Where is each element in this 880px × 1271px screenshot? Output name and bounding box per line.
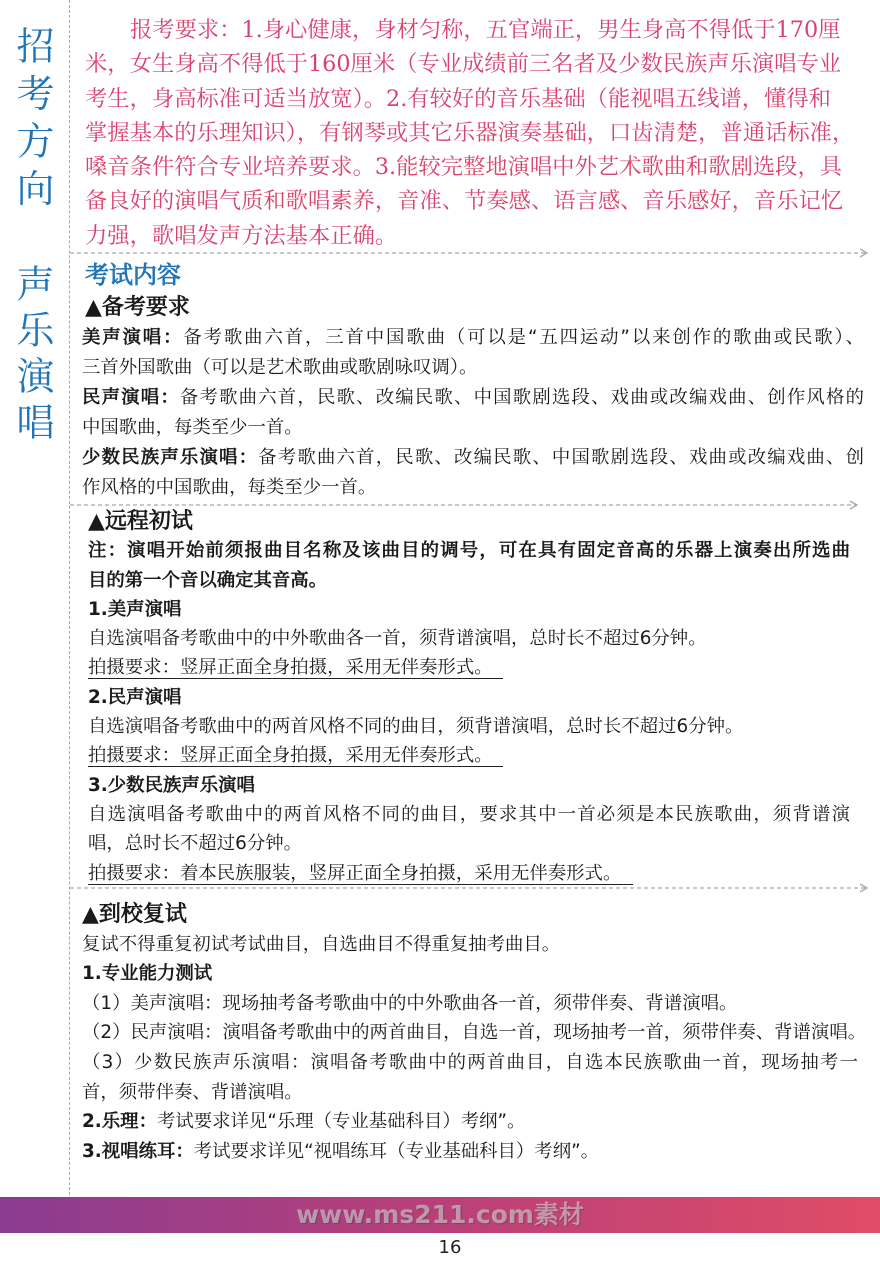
section-divider-arrow xyxy=(70,883,870,893)
note-line: 注：演唱开始前须报曲目名称及该曲目的调号，可在具有固定音高的乐器上演奏出所选曲 xyxy=(88,540,850,562)
theory-label: 2.乐理： xyxy=(82,1111,157,1133)
theory-text: 考试要求详见“乐理（专业基础科目）考纲”。 xyxy=(156,1111,526,1133)
application-requirements xyxy=(85,13,873,253)
theory-requirement xyxy=(82,1107,858,1137)
side-title-recruitment-direction: 招考方向 xyxy=(10,26,54,216)
prep-item-line: 中国歌曲，每类至少一首。 xyxy=(82,417,303,438)
item-text: 自选演唱备考歌曲中的两首风格不同的曲目，要求其中一首必须是本民族歌曲，须背谱演 xyxy=(88,803,850,825)
filming-requirement xyxy=(88,653,850,682)
item-title: 2.民声演唱 xyxy=(88,686,182,708)
filming-requirement xyxy=(88,741,850,770)
filming-requirement-text: 拍摄要求：竖屏正面全身拍摄，采用无伴奏形式。 xyxy=(88,745,503,767)
ability-item: （2）民声演唱：演唱备考歌曲中的两首曲目，自选一首，现场抽考一首，须带伴奏、背谱演唱。 xyxy=(82,1022,867,1044)
requirements-line: 备良好的演唱气质和歌唱素养，音准、节奏感、语言感、音乐感好，音乐记忆 xyxy=(85,188,844,215)
prep-item-line xyxy=(82,323,864,353)
requirements-line: 力强，歌唱发声方法基本正确。 xyxy=(85,222,398,249)
prep-item-label: 美声演唱： xyxy=(82,327,184,348)
ability-item: （1）美声演唱：现场抽考备考歌曲中的中外歌曲各一首，须带伴奏、背谱演唱。 xyxy=(82,992,738,1014)
section-divider-arrow xyxy=(70,248,870,258)
page-number: 16 xyxy=(438,1237,462,1258)
prep-item-text: 备考歌曲六首，三首中国歌曲（可以是“五四运动”以来创作的歌曲或民歌）、 xyxy=(183,327,864,348)
prep-item-text: 备考歌曲六首，民歌、改编民歌、中国歌剧选段、戏曲或改编戏曲、创 xyxy=(258,447,864,468)
requirements-line: 嗓音条件符合专业培养要求。3.能较完整地演唱中外艺术歌曲和歌剧选段，具 xyxy=(85,154,843,181)
prep-item-label: 民声演唱： xyxy=(82,387,180,408)
requirements-line: 考生，身高标准可适当放宽）。2.有较好的音乐基础（能视唱五线谱，懂得和 xyxy=(85,85,831,112)
prep-item-line xyxy=(82,443,864,473)
prep-item-label: 少数民族声乐演唱： xyxy=(82,447,259,468)
prep-item-text: 备考歌曲六首，民歌、改编民歌、中国歌剧选段、戏曲或改编戏曲、创作风格的 xyxy=(179,387,864,408)
section-heading: ▲远程初试 xyxy=(88,509,193,534)
item-title: 1.专业能力测试 xyxy=(82,963,213,985)
item-title: 3.少数民族声乐演唱 xyxy=(88,774,255,796)
watermark: www.ms211.com素材 xyxy=(296,1200,584,1229)
section-heading: ▲备考要求 xyxy=(85,295,190,320)
note-line: 目的第一个音以确定其音高。 xyxy=(88,569,328,591)
requirements-line: 掌握基本的乐理知识），有钢琴或其它乐器演奏基础，口齿清楚，普通话标准， xyxy=(85,119,855,146)
prep-item-line: 作风格的中国歌曲，每类至少一首。 xyxy=(82,477,377,498)
preparation-requirements xyxy=(82,293,864,503)
requirements-line: 米，女生身高不得低于160厘米（专业成绩前三名者及少数民族声乐演唱专业 xyxy=(85,51,842,78)
solfege-text: 考试要求详见“视唱练耳（专业基础科目）考纲”。 xyxy=(193,1140,600,1162)
retest-intro: 复试不得重复初试考试曲目，自选曲目不得重复抽考曲目。 xyxy=(82,933,561,955)
filming-requirement-text: 拍摄要求：竖屏正面全身拍摄，采用无伴奏形式。 xyxy=(88,657,503,679)
side-title-major: 声乐演唱 xyxy=(10,264,54,448)
prep-item-line: 三首外国歌曲（可以是艺术歌曲或歌剧咏叹调）。 xyxy=(82,357,478,378)
solfege-requirement xyxy=(82,1137,858,1167)
ability-item: 首，须带伴奏、背谱演唱。 xyxy=(82,1081,303,1103)
on-campus-retest xyxy=(82,900,867,1166)
item-text: 自选演唱备考歌曲中的中外歌曲各一首，须背谱演唱，总时长不超过6分钟。 xyxy=(88,628,707,650)
section-heading: ▲到校复试 xyxy=(82,902,187,927)
item-title: 1.美声演唱 xyxy=(88,598,182,620)
vertical-dashed-divider xyxy=(69,0,70,1205)
ability-item: （3）少数民族声乐演唱：演唱备考歌曲中的两首曲目，自选本民族歌曲一首，现场抽考一 xyxy=(82,1051,858,1073)
item-text: 自选演唱备考歌曲中的两首风格不同的曲目，须背谱演唱，总时长不超过6分钟。 xyxy=(88,716,744,738)
solfege-label: 3.视唱练耳： xyxy=(82,1140,194,1162)
remote-preliminary xyxy=(88,507,850,888)
filming-requirement-text: 拍摄要求：着本民族服装，竖屏正面全身拍摄，采用无伴奏形式。 xyxy=(88,863,633,885)
prep-item-line xyxy=(82,383,864,413)
requirements-line: 报考要求：1.身心健康，身材匀称，五官端正，男生身高不得低于170厘 xyxy=(130,17,841,43)
exam-content-title: 考试内容 xyxy=(85,261,181,289)
item-text: 唱，总时长不超过6分钟。 xyxy=(88,833,302,855)
